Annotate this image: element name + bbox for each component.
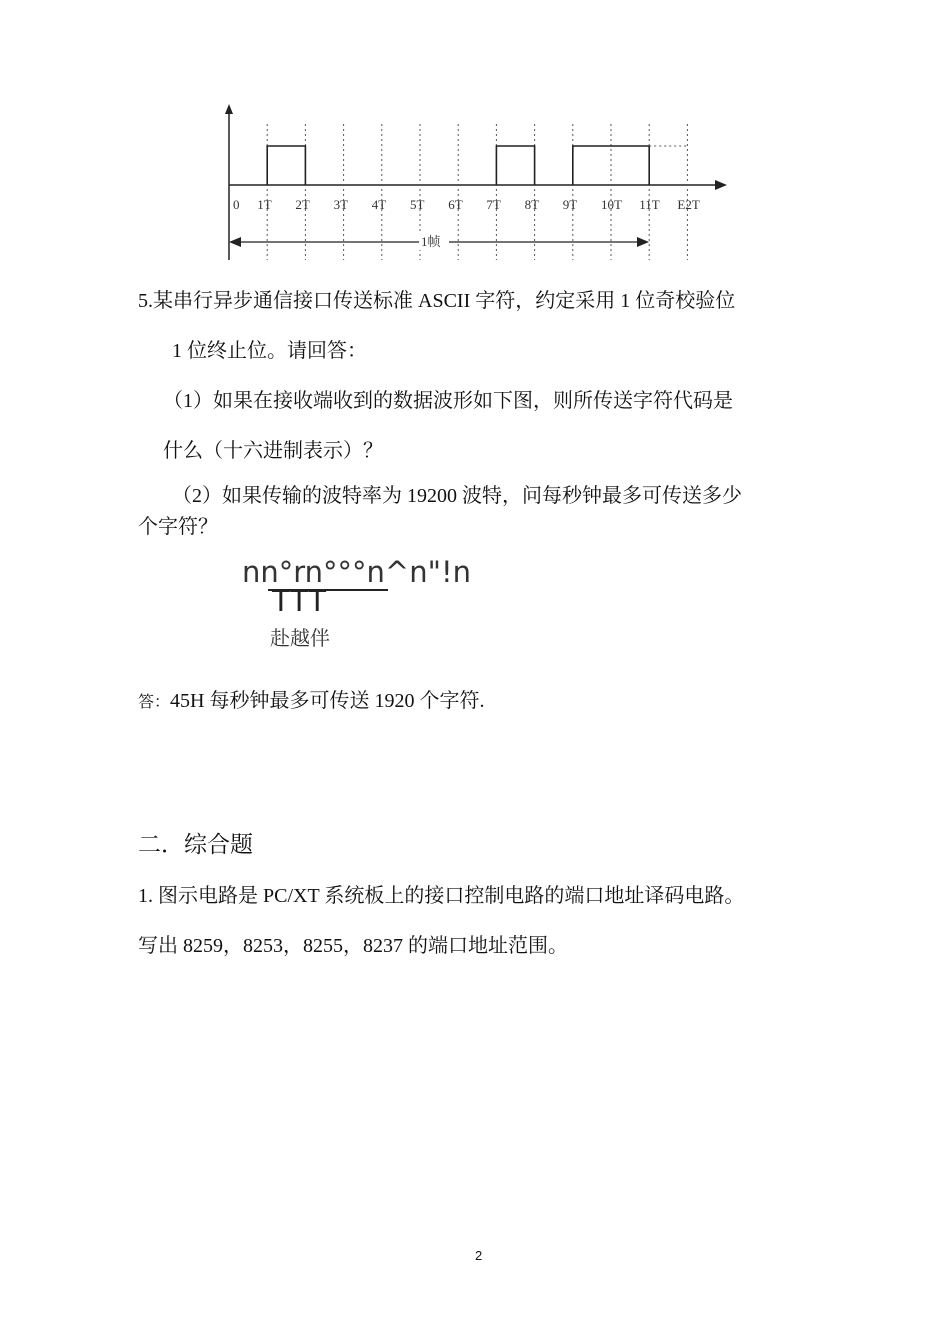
high-pulse-1	[496, 146, 534, 185]
page-number: 2	[475, 1248, 483, 1263]
waveform-garbled-text: nn°rn°°°n^n"!n	[242, 555, 471, 589]
answer-prefix: 答：	[138, 694, 171, 711]
tick-label-1: 1T	[257, 197, 272, 212]
section2-q1-line1: 1. 图示电路是 PC/XT 系统板上的接口控制电路的端口地址译码电路。	[138, 885, 745, 907]
question5-line5: （2）如果传输的波特率为 19200 波特，问每秒钟最多可传送多少	[172, 485, 742, 507]
tick-label-5: 5T	[410, 197, 425, 212]
tick-label-12: E2T	[677, 197, 700, 212]
question5-line6: 个字符？	[138, 516, 218, 538]
tick-label-4: 4T	[371, 197, 387, 212]
section2-heading: 二．综合题	[138, 832, 253, 857]
tick-label-7: 7T	[486, 197, 501, 212]
tick-label-8: 8T	[524, 197, 540, 212]
x-axis-arrow	[715, 180, 727, 190]
frame-arrow-right-head	[637, 237, 649, 247]
serial-timing-diagram	[215, 102, 735, 262]
question5-line1: 5.某串行异步通信接口传送标准 ASCII 字符，约定采用 1 位奇校验位	[138, 290, 736, 312]
tick-label-9: 9T	[562, 197, 578, 212]
question5-line3: （1）如果在接收端收到的数据波形如下图，则所传送字符代码是	[163, 390, 733, 412]
question5-line2: 1 位终止位。请回答：	[172, 340, 367, 362]
waveform-caption: 赴越伴	[270, 628, 330, 650]
high-pulse-0	[267, 146, 305, 185]
timing-svg	[215, 102, 735, 262]
y-axis-arrow	[225, 104, 233, 114]
answer-line	[138, 688, 484, 716]
tick-label-3: 3T	[333, 197, 349, 212]
tick-label-0: 0	[233, 197, 240, 212]
answer-text: 45H 每秒钟最多可传送 1920 个字符.	[170, 690, 485, 712]
waveform-ttt: TTT	[272, 584, 328, 618]
tick-label-2: 2T	[295, 197, 310, 212]
section2-q1-line2: 写出 8259，8253，8255，8237 的端口地址范围。	[138, 935, 568, 957]
question5-line4: 什么（十六进制表示）？	[163, 440, 383, 462]
tick-label-11: 11T	[639, 197, 660, 212]
frame-arrow-left-head	[229, 237, 241, 247]
tick-label-6: 6T	[448, 197, 463, 212]
frame-label: 1帧	[421, 234, 441, 249]
tick-label-10: 10T	[601, 197, 622, 212]
